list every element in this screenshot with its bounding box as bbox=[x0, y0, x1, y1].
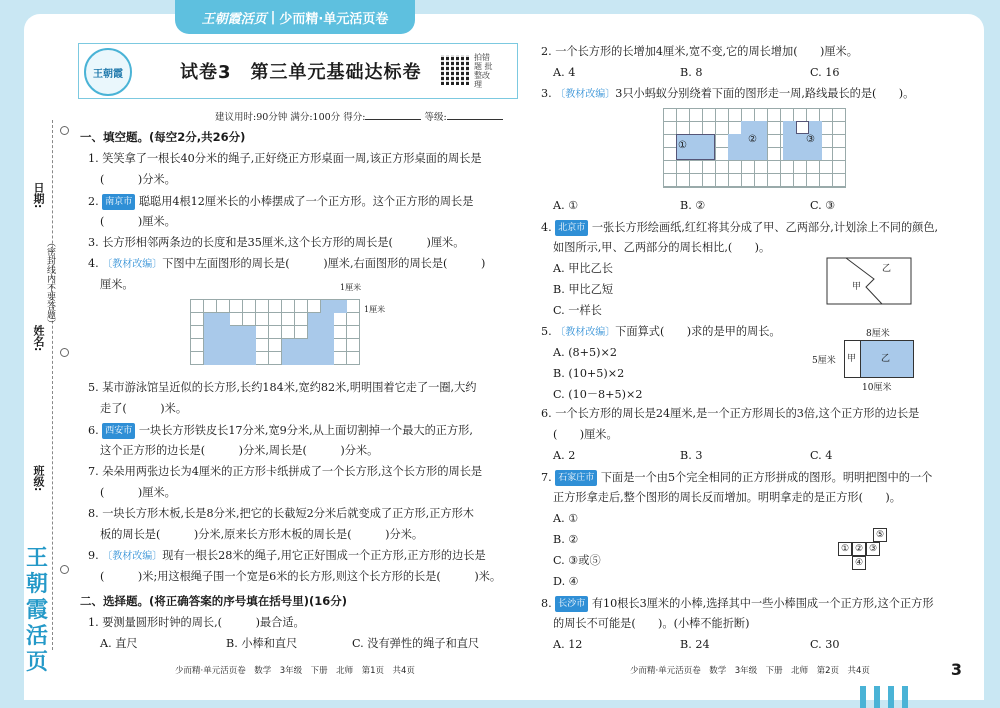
q2-line1: 2. 南京市 聪聪用4根12厘米长的小棒摆成了一个正方形。这个正方形的周长是 bbox=[88, 195, 474, 208]
c7-option-b: B. ② bbox=[553, 533, 579, 546]
unit-label-top: 1厘米 bbox=[340, 283, 362, 292]
q1-line1: 1. 笑笑拿了一根长40分米的绳子,正好绕正方形桌面一周,该正方形桌面的周长是 bbox=[88, 152, 482, 165]
punch-hole bbox=[60, 565, 69, 574]
textbook-tag: 〔教材改编〕 bbox=[102, 551, 163, 562]
c4-option-b: B. 甲比乙短 bbox=[553, 283, 614, 296]
c5-divider bbox=[860, 340, 861, 378]
exam-info-row bbox=[215, 109, 503, 123]
c1-option-c: C. 没有弹性的绳子和直尺 bbox=[352, 637, 480, 650]
c3-text: 3只小蚂蚁分别绕着下面的图形走一周,路线最长的是( )。 bbox=[615, 87, 915, 100]
square-2: ② bbox=[852, 542, 866, 556]
score-blank[interactable] bbox=[365, 119, 421, 120]
q9-line2: ( )米;用这根绳子围一个宽是6米的长方形,则这个长方形的长是( )米。 bbox=[100, 570, 502, 583]
q6-line1: 6. 西安市 一块长方形铁皮长17分米,宽9分米,从上面切割掉一个最大的正方形, bbox=[88, 424, 473, 437]
c8-text: 有10根长3厘米的小棒,选择其中一些小棒围成一个正方形,这个正方形 bbox=[591, 597, 934, 610]
c5-jia: 甲 bbox=[847, 354, 857, 364]
c4-figure bbox=[826, 257, 912, 305]
page-number: 3 bbox=[950, 660, 962, 679]
region-tag: 南京市 bbox=[102, 194, 135, 210]
q8-line1: 8. 一块长方形木板,长是8分米,把它的长截短2分米后就变成了正方形,正方形木 bbox=[88, 507, 474, 520]
c5-left-label: 5厘米 bbox=[812, 356, 836, 366]
q9-line1: 9. 〔教材改编〕现有一根长28米的绳子,用它正好围成一个正方形,正方形的边长是 bbox=[88, 549, 486, 562]
c6-option-c: C. 4 bbox=[810, 449, 833, 462]
region-tag: 长沙市 bbox=[555, 596, 588, 612]
brand-tab bbox=[175, 0, 415, 34]
spine-class: 班级: bbox=[32, 465, 45, 492]
q7-line2: ( )厘米。 bbox=[100, 486, 176, 499]
vertical-brand: 王朝霞活页 bbox=[26, 545, 49, 675]
grade-blank[interactable] bbox=[447, 119, 503, 120]
c3-option-c: C. ③ bbox=[810, 199, 836, 212]
left-shape-part bbox=[230, 326, 256, 365]
textbook-tag: 〔教材改编〕 bbox=[555, 327, 616, 338]
square-4: ④ bbox=[852, 556, 866, 570]
q6-text: 一块长方形铁皮长17分米,宽9分米,从上面切割掉一个最大的正方形, bbox=[138, 424, 473, 437]
grade-label: 等级: bbox=[424, 112, 447, 123]
left-shape-part bbox=[204, 313, 230, 365]
decorative-stripes bbox=[860, 686, 910, 708]
region-tag: 北京市 bbox=[555, 220, 588, 236]
q6-line2: 这个正方形的边长是( )分米,周长是( )分米。 bbox=[100, 444, 379, 457]
c5-option-a: A. (8+5)×2 bbox=[553, 346, 618, 359]
c6-line2: ( )厘米。 bbox=[553, 428, 618, 441]
unit-label-side: 1厘米 bbox=[364, 305, 386, 314]
c4-yi: 乙 bbox=[882, 264, 892, 274]
c7-option-d: D. ④ bbox=[553, 575, 579, 588]
c3-option-a: A. ① bbox=[553, 199, 579, 212]
right-shape-part bbox=[321, 300, 347, 313]
brand-divider: | bbox=[270, 9, 276, 25]
q4-text: 下图中左面图形的周长是( )厘米,右面图形的周长是( ) bbox=[162, 257, 486, 270]
section-choice-title: 二、选择题。(将正确答案的序号填在括号里)(16分) bbox=[80, 594, 348, 608]
spine-name: 姓名: bbox=[32, 325, 45, 352]
c5-bottom-label: 10厘米 bbox=[862, 383, 892, 393]
q4-line1: 4. 〔教材改编〕下图中左面图形的周长是( )厘米,右面图形的周长是( ) bbox=[88, 257, 486, 270]
q2-line2: ( )厘米。 bbox=[100, 215, 176, 228]
textbook-tag: 〔教材改编〕 bbox=[555, 89, 616, 100]
q5-line2: 走了( )米。 bbox=[100, 402, 188, 415]
c5-option-c: C. (10－8+5)×2 bbox=[553, 388, 643, 401]
c7-line1: 7. 石家庄市 下面是一个由5个完全相同的正方形拼成的图形。明明把图中的一个 bbox=[541, 471, 933, 484]
page-title: 试卷3 第三单元基础达标卷 bbox=[180, 62, 422, 83]
c7-option-a: A. ① bbox=[553, 512, 579, 525]
q7-line1: 7. 朵朵用两张边长为4厘米的正方形卡纸拼成了一个长方形,这个长方形的周长是 bbox=[88, 465, 483, 478]
c8-option-c: C. 30 bbox=[810, 638, 840, 651]
footer-left: 少而精·单元活页卷 数学 3年级 下册 北师 第1页 共4页 bbox=[175, 666, 415, 676]
figure-1-label: ① bbox=[678, 140, 687, 151]
q8-line2: 板的周长是( )分米,原来长方形木板的周长是( )分米。 bbox=[100, 528, 424, 541]
punch-hole bbox=[60, 348, 69, 357]
c8-option-a: A. 12 bbox=[553, 638, 583, 651]
c2-option-b: B. 8 bbox=[680, 66, 703, 79]
logo-text: 王朝霞 bbox=[93, 68, 123, 80]
q2-text: 聪聪用4根12厘米长的小棒摆成了一个正方形。这个正方形的周长是 bbox=[138, 195, 474, 208]
spine-date: 日期: bbox=[32, 182, 45, 209]
seal-line bbox=[52, 120, 53, 650]
c1-option-b: B. 小棒和直尺 bbox=[226, 637, 298, 650]
region-tag: 西安市 bbox=[102, 423, 135, 439]
c8-option-b: B. 24 bbox=[680, 638, 710, 651]
c4-option-c: C. 一样长 bbox=[553, 304, 602, 317]
c7-line2: 正方形拿走后,整个图形的周长反而增加。明明拿走的是正方形( )。 bbox=[553, 491, 901, 504]
c4-option-a: A. 甲比乙长 bbox=[553, 262, 613, 275]
spine-seal-note: （密封线内不要答题） bbox=[45, 238, 55, 328]
brand-series: 少而精·单元活页卷 bbox=[279, 11, 389, 27]
brand-name: 王朝霞活页 bbox=[201, 11, 267, 27]
c5-text: 下面算式( )求的是甲的周长。 bbox=[615, 325, 781, 338]
qr-code-pattern bbox=[441, 55, 471, 85]
footer-right: 少而精·单元活页卷 数学 3年级 下册 北师 第2页 共4页 bbox=[630, 666, 870, 676]
q1-line2: ( )分米。 bbox=[100, 173, 176, 186]
c2-line: 2. 一个长方形的长增加4厘米,宽不变,它的周长增加( )厘米。 bbox=[541, 45, 858, 58]
qr-label: 拍错题 批整改理 bbox=[474, 53, 493, 89]
full-score: 满分:100分 bbox=[290, 112, 341, 123]
c8-line1: 8. 长沙市 有10根长3厘米的小棒,选择其中一些小棒围成一个正方形,这个正方形 bbox=[541, 597, 934, 610]
section-fill-title: 一、填空题。(每空2分,共26分) bbox=[80, 130, 246, 144]
c4-jia: 甲 bbox=[852, 282, 862, 292]
c6-line1: 6. 一个长方形的周长是24厘米,是一个正方形周长的3倍,这个正方形的边长是 bbox=[541, 407, 920, 420]
c6-option-a: A. 2 bbox=[553, 449, 576, 462]
q3-line: 3. 长方形相邻两条边的长度和是35厘米,这个长方形的周长是( )厘米。 bbox=[88, 236, 465, 249]
q5-line1: 5. 某市游泳馆呈近似的长方形,长约184米,宽约82米,明明围着它走了一圈,大约 bbox=[88, 381, 477, 394]
c7-text: 下面是一个由5个完全相同的正方形拼成的图形。明明把图中的一个 bbox=[600, 471, 933, 484]
square-1: ① bbox=[838, 542, 852, 556]
right-shape-part bbox=[282, 339, 308, 365]
figure-3-label: ③ bbox=[806, 134, 815, 145]
c7-option-c: C. ③或⑤ bbox=[553, 554, 601, 567]
c5-line: 5. 〔教材改编〕下面算式( )求的是甲的周长。 bbox=[541, 325, 781, 338]
c4-text: 一张长方形绘画纸,红红将其分成了甲、乙两部分,计划涂上不同的颜色, bbox=[591, 221, 939, 234]
square-5: ⑤ bbox=[873, 528, 887, 542]
c6-option-b: B. 3 bbox=[680, 449, 703, 462]
c4-line2: 如图所示,甲、乙两部分的周长相比,( )。 bbox=[553, 241, 771, 254]
c8-line2: 的周长不可能是( )。(小棒不能折断) bbox=[553, 617, 750, 630]
right-shape-part bbox=[308, 313, 334, 365]
punch-hole bbox=[60, 126, 69, 135]
c4-line1: 4. 北京市 一张长方形绘画纸,红红将其分成了甲、乙两部分,计划涂上不同的颜色, bbox=[541, 221, 939, 234]
c3-option-b: B. ② bbox=[680, 199, 706, 212]
square-3: ③ bbox=[866, 542, 880, 556]
q9-text: 现有一根长28米的绳子,用它正好围成一个正方形,正方形的边长是 bbox=[162, 549, 486, 562]
textbook-tag: 〔教材改编〕 bbox=[102, 259, 163, 270]
c5-option-b: B. (10+5)×2 bbox=[553, 367, 625, 380]
c1-line: 1. 要测量圆形时钟的周长,( )最合适。 bbox=[88, 616, 305, 629]
c1-option-a: A. 直尺 bbox=[100, 637, 138, 650]
c2-option-c: C. 16 bbox=[810, 66, 840, 79]
brand-logo bbox=[84, 48, 132, 96]
suggest-time: 建议用时:90分钟 bbox=[215, 112, 288, 123]
q4-line2: 厘米。 bbox=[100, 278, 134, 291]
region-tag: 石家庄市 bbox=[555, 470, 597, 486]
c3-line: 3. 〔教材改编〕3只小蚂蚁分别绕着下面的图形走一周,路线最长的是( )。 bbox=[541, 87, 915, 100]
figure-2-label: ② bbox=[748, 134, 757, 145]
c5-top-label: 8厘米 bbox=[866, 329, 890, 339]
score-label: 得分: bbox=[343, 112, 366, 123]
c5-yi: 乙 bbox=[881, 354, 891, 364]
c2-option-a: A. 4 bbox=[553, 66, 576, 79]
